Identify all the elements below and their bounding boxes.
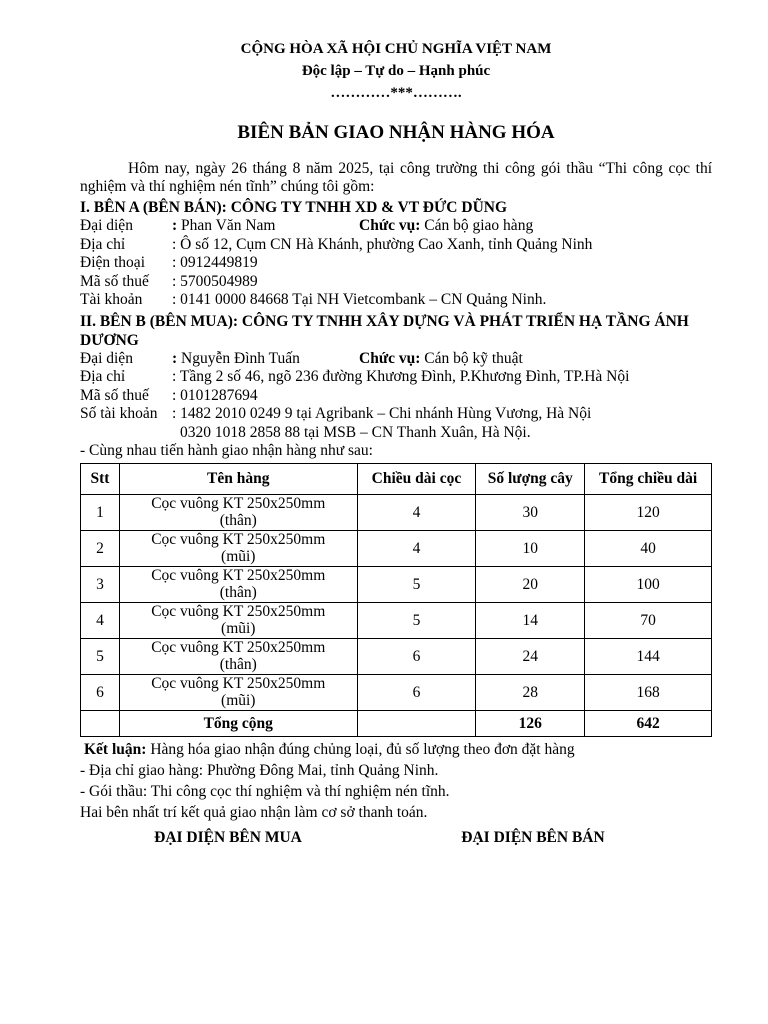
party-b-address-label: Địa chỉ <box>80 368 126 385</box>
party-b-rep-label: Đại diện <box>80 349 133 367</box>
cell-stt: 1 <box>81 494 120 530</box>
party-a-account-row <box>80 291 712 310</box>
party-a-tax-value: : 5700504989 <box>172 272 258 290</box>
cell-total-label: Tổng cộng <box>119 710 357 736</box>
header-qty: Số lượng cây <box>476 463 585 494</box>
party-b-tax-label: Mã số thuế <box>80 386 149 404</box>
cell-qty: 30 <box>476 494 585 530</box>
cell-stt: 2 <box>81 530 120 566</box>
table-row <box>81 494 712 530</box>
party-a-position-value: Cán bộ giao hàng <box>424 217 534 234</box>
party-a-rep-row <box>80 217 712 236</box>
separator: …………***………. <box>330 85 462 101</box>
lead-in: - Cùng nhau tiến hành giao nhận hàng như sau: <box>80 442 373 459</box>
seller-signature-title: ĐẠI DIỆN BÊN BÁN <box>461 828 605 846</box>
cell-name-line-1: Cọc vuông KT 250x250mm <box>151 675 326 692</box>
cell-qty: 20 <box>476 566 585 602</box>
header-length: Chiều dài cọc <box>357 463 476 494</box>
party-a-address-row <box>80 236 712 255</box>
package-line: - Gói thầu: Thi công cọc thí nghiệm và thí nghiệm nén tĩnh. <box>80 782 450 800</box>
cell-name-line-2: (thân) <box>219 656 257 673</box>
cell-total: 40 <box>585 530 712 566</box>
buyer-signature-title: ĐẠI DIỆN BÊN MUA <box>154 828 302 846</box>
party-b-position-label: Chức vụ: <box>359 349 421 367</box>
conclusion <box>80 739 712 760</box>
party-a-tax-row <box>80 273 712 292</box>
cell-name <box>119 530 357 566</box>
goods-table <box>80 463 712 737</box>
conclusion-label: Kết luận: <box>84 740 147 758</box>
cell-name <box>119 602 357 638</box>
cell-name-line-2: (thân) <box>219 584 257 601</box>
cell-name-line-2: (mũi) <box>221 620 256 637</box>
cell-name <box>119 566 357 602</box>
cell-total-length: 642 <box>585 710 712 736</box>
cell-total: 70 <box>585 602 712 638</box>
party-b-account-row <box>80 405 712 424</box>
signature-block <box>80 829 712 847</box>
party-a-account-label: Tài khoản <box>80 291 143 308</box>
cell-name-line-1: Cọc vuông KT 250x250mm <box>151 567 326 584</box>
party-a-tax-label: Mã số thuế <box>80 272 149 290</box>
header-total: Tổng chiều dài <box>585 463 712 494</box>
party-b-rep-row <box>80 350 712 369</box>
table-header-row <box>81 463 712 494</box>
cell-total: 100 <box>585 566 712 602</box>
party-b-account-value-2: 0320 1018 2858 88 tại MSB – CN Thanh Xuân, Hà Nội. <box>180 423 531 441</box>
party-a-heading: I. BÊN A (BÊN BÁN): CÔNG TY TNHH XD & VT ĐỨC DŨNG <box>80 199 508 216</box>
cell-total-empty <box>81 710 120 736</box>
party-b-account-value-1: : 1482 2010 0249 9 tại Agribank – Chi nhánh Hùng Vương, Hà Nội <box>172 405 592 422</box>
party-b-heading: II. BÊN B (BÊN MUA): CÔNG TY TNHH XÂY DỰNG VÀ PHÁT TRIỂN HẠ TẦNG ÁNH DƯƠNG <box>80 312 689 349</box>
cell-length: 5 <box>357 566 476 602</box>
cell-stt: 4 <box>81 602 120 638</box>
cell-name-line-2: (mũi) <box>221 692 256 709</box>
cell-name-line-1: Cọc vuông KT 250x250mm <box>151 603 326 620</box>
party-a-rep-value: : Phan Văn Nam <box>172 217 276 234</box>
table-total-row <box>81 710 712 736</box>
party-b-account-label: Số tài khoản <box>80 405 158 422</box>
table-row <box>81 638 712 674</box>
cell-length: 6 <box>357 638 476 674</box>
party-a-rep-name: Phan Văn Nam <box>181 217 276 234</box>
cell-total-length-empty <box>357 710 476 736</box>
cell-total: 144 <box>585 638 712 674</box>
party-a-account-value: : 0141 0000 84668 Tại NH Vietcombank – CN Quảng Ninh. <box>172 291 547 308</box>
intro-paragraph: Hôm nay, ngày 26 tháng 8 năm 2025, tại công trường thi công gói thầu “Thi công cọc thí nghiệm và thí nghiệm nén tĩnh” chúng tôi gồm: <box>80 160 712 195</box>
party-a-address-value: : Ô số 12, Cụm CN Hà Khánh, phường Cao Xanh, tỉnh Quảng Ninh <box>172 235 593 253</box>
party-a-phone-value: : 0912449819 <box>172 254 258 271</box>
party-a-rep-label: Đại diện <box>80 217 133 234</box>
cell-stt: 3 <box>81 566 120 602</box>
party-a-phone-row <box>80 254 712 273</box>
party-b-address-row <box>80 368 712 387</box>
table-row <box>81 530 712 566</box>
party-b-rep-value: : Nguyễn Đình Tuấn <box>172 349 300 367</box>
cell-qty: 28 <box>476 674 585 710</box>
party-a-position-label: Chức vụ: <box>359 217 421 234</box>
cell-name-line-2: (thân) <box>219 512 257 529</box>
cell-name-line-1: Cọc vuông KT 250x250mm <box>151 531 326 548</box>
party-a-phone-label: Điện thoại <box>80 254 145 271</box>
party-b-rep-name: Nguyễn Đình Tuấn <box>181 349 300 367</box>
national-title: CỘNG HÒA XÃ HỘI CHỦ NGHĨA VIỆT NAM <box>240 41 552 57</box>
party-b-position <box>359 350 523 369</box>
header-name: Tên hàng <box>119 463 357 494</box>
cell-total: 168 <box>585 674 712 710</box>
cell-length: 6 <box>357 674 476 710</box>
cell-length: 4 <box>357 530 476 566</box>
table-row <box>81 602 712 638</box>
document-title: BIÊN BẢN GIAO NHẬN HÀNG HÓA <box>237 122 555 143</box>
table-row <box>81 674 712 710</box>
party-b-tax-value: : 0101287694 <box>172 386 258 404</box>
cell-total-qty: 126 <box>476 710 585 736</box>
cell-name <box>119 674 357 710</box>
delivery-address-line: - Địa chỉ giao hàng: Phường Đông Mai, tỉnh Quảng Ninh. <box>80 761 439 779</box>
cell-length: 4 <box>357 494 476 530</box>
party-b-tax-row <box>80 387 712 406</box>
party-b-address-value: : Tầng 2 số 46, ngõ 236 đường Khương Đình, P.Khương Đình, TP.Hà Nội <box>172 368 630 385</box>
cell-qty: 10 <box>476 530 585 566</box>
cell-stt: 5 <box>81 638 120 674</box>
cell-name-line-1: Cọc vuông KT 250x250mm <box>151 495 326 512</box>
cell-length: 5 <box>357 602 476 638</box>
party-a-position <box>359 217 533 236</box>
national-motto: Độc lập – Tự do – Hạnh phúc <box>301 63 491 79</box>
header-stt: Stt <box>81 463 120 494</box>
cell-total: 120 <box>585 494 712 530</box>
cell-name-line-2: (mũi) <box>221 548 256 565</box>
cell-stt: 6 <box>81 674 120 710</box>
cell-qty: 24 <box>476 638 585 674</box>
conclusion-text: Hàng hóa giao nhận đúng chủng loại, đủ số lượng theo đơn đặt hàng <box>146 740 575 758</box>
document-body <box>80 38 712 847</box>
agreement-line: Hai bên nhất trí kết quả giao nhận làm cơ sở thanh toán. <box>80 803 428 821</box>
party-b-position-value: Cán bộ kỹ thuật <box>424 349 523 367</box>
cell-name <box>119 638 357 674</box>
table-row <box>81 566 712 602</box>
cell-name-line-1: Cọc vuông KT 250x250mm <box>151 639 326 656</box>
party-a-address-label: Địa chỉ <box>80 235 126 253</box>
cell-name <box>119 494 357 530</box>
cell-qty: 14 <box>476 602 585 638</box>
